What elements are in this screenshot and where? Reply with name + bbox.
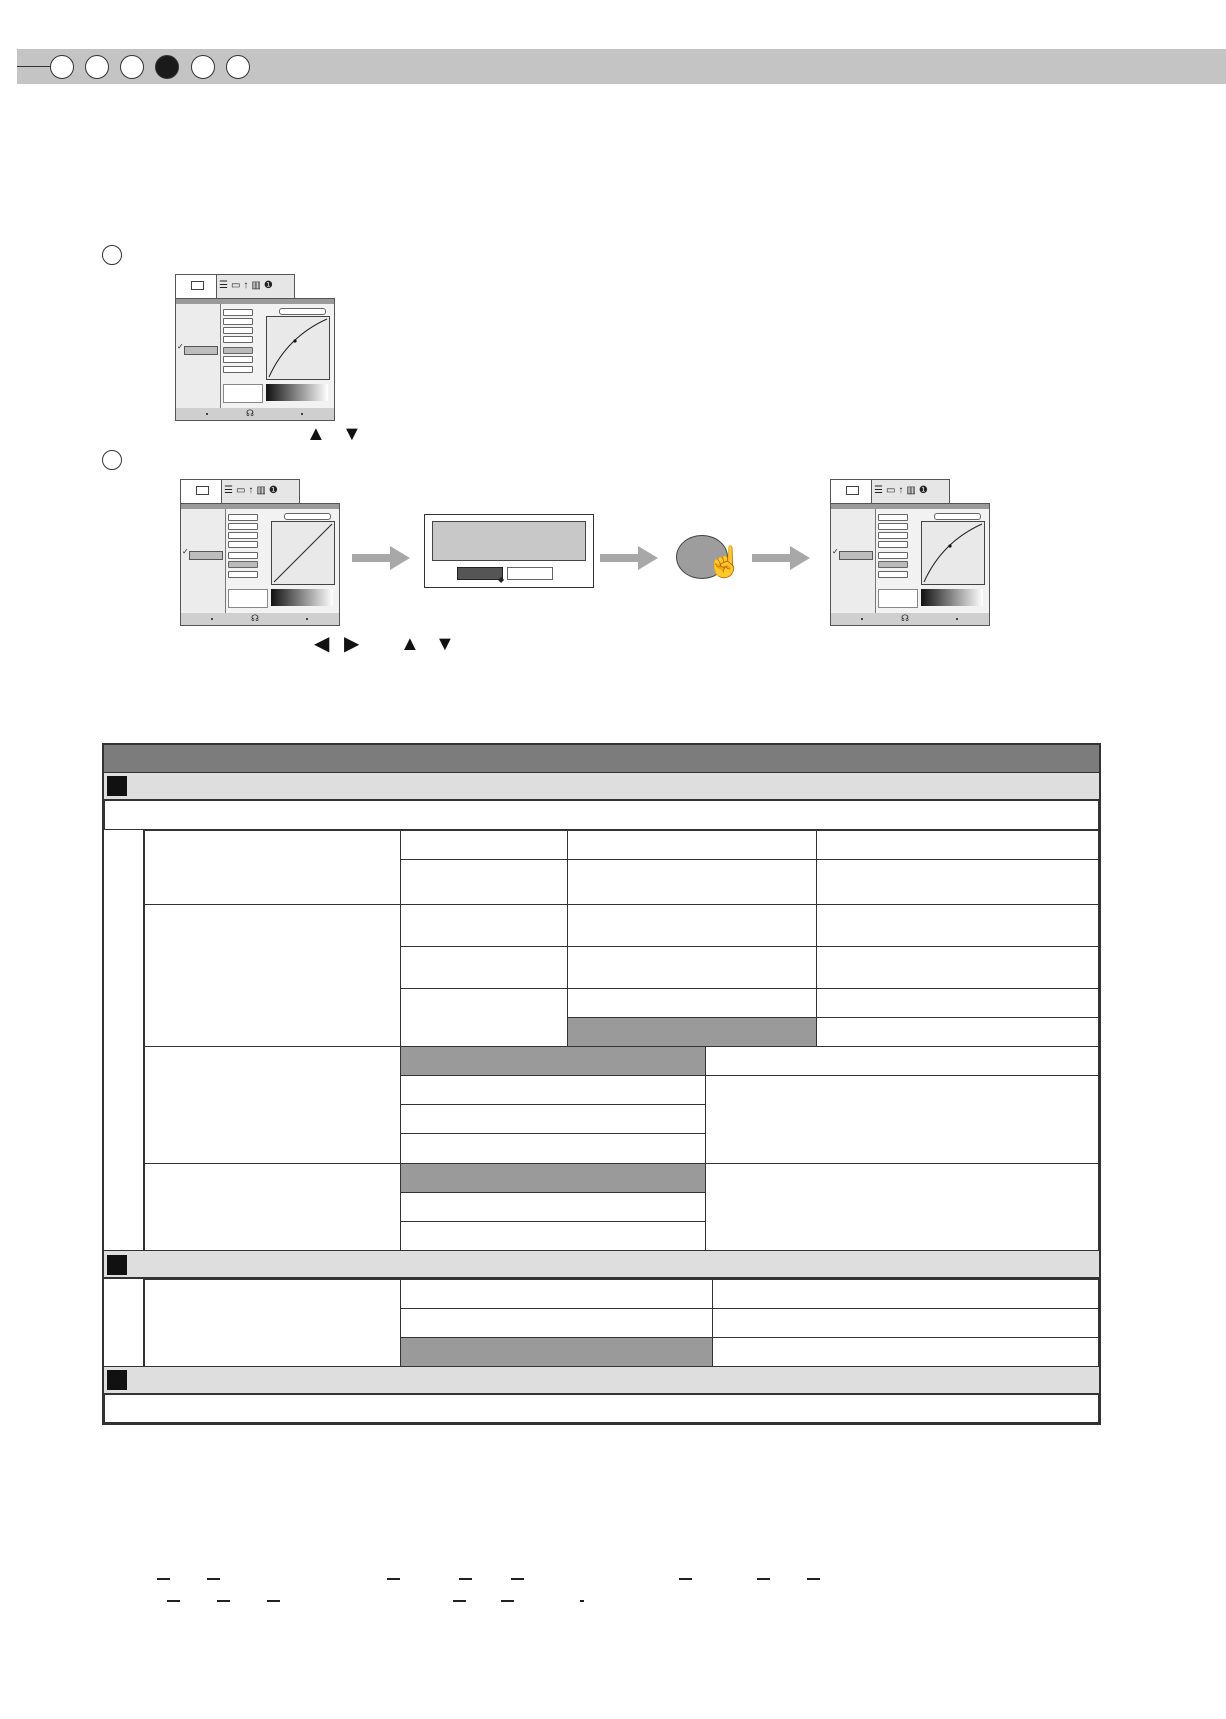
- table-cell: [712, 1308, 1099, 1338]
- picture-tab-icon: [181, 480, 222, 504]
- table-cell: [567, 946, 817, 989]
- section-1-band: [104, 772, 1099, 801]
- table-cell: [712, 1279, 1099, 1309]
- footnote-mark: [580, 1600, 584, 1602]
- table-cell: [400, 1192, 706, 1222]
- menu-tab-icons: ☰▭↑▥❶: [219, 280, 276, 291]
- table-cell: [400, 1279, 713, 1309]
- table-cell: [816, 904, 1099, 947]
- table-cell: [400, 1104, 706, 1134]
- footnote-mark: [459, 1578, 472, 1580]
- table-cell: [567, 830, 817, 860]
- menu-footer: [175, 408, 335, 421]
- footnote-mark: [267, 1600, 280, 1602]
- table-row-label: [144, 1163, 401, 1251]
- footnote-mark: [167, 1600, 180, 1602]
- remote-icon: ☊: [901, 613, 909, 623]
- section-2-marker: [107, 1255, 127, 1275]
- table-cell-default: [400, 1163, 706, 1193]
- footnote-mark: [679, 1578, 692, 1580]
- section-3-description-row: [104, 1394, 1099, 1423]
- table-cell: [400, 1308, 713, 1338]
- footnote-mark: [501, 1600, 514, 1602]
- footnote-mark: [807, 1578, 820, 1580]
- down-triangle-icon: ▼: [342, 423, 362, 445]
- remote-icon: ☊: [251, 613, 259, 623]
- up-triangle-icon: ▲: [400, 633, 420, 655]
- picture-tab-icon: [831, 480, 872, 504]
- table-cell: [400, 1133, 706, 1164]
- confirmation-dialog: [424, 514, 594, 588]
- menu-body: [180, 503, 340, 615]
- step-indicator-2: [85, 55, 109, 79]
- dialog-yes-button[interactable]: [457, 567, 503, 580]
- table-cell: [816, 988, 1099, 1018]
- picture-tab-icon: [176, 275, 217, 299]
- pressing-hand-icon: ☝: [706, 546, 744, 579]
- footnote-mark: [757, 1578, 770, 1580]
- up-triangle-icon: ▲: [306, 423, 326, 445]
- table-cell: [816, 1017, 1099, 1047]
- menu-body: [175, 298, 335, 410]
- table-cell: [567, 904, 817, 947]
- menu-footer: [830, 613, 990, 626]
- table-cell: [400, 904, 568, 947]
- section-3-marker: [107, 1370, 127, 1390]
- menu-tab-bar: [175, 274, 295, 299]
- step-1-marker: [102, 245, 122, 265]
- table-row-label: [144, 904, 401, 1047]
- linear-curve-graph: [271, 521, 335, 585]
- section-1-description-row: [104, 800, 1099, 830]
- grayscale-gradient: [921, 589, 983, 606]
- table-row-label: [144, 1279, 401, 1367]
- table-cell: [567, 988, 817, 1018]
- check-icon: ✓: [177, 342, 184, 351]
- selected-item: [839, 551, 873, 560]
- gamma-menu-screenshot-3: [830, 479, 990, 625]
- table-cell: [400, 1221, 706, 1251]
- table-cell: [400, 859, 568, 905]
- footnote-mark: [157, 1578, 170, 1580]
- menu-body: [830, 503, 990, 615]
- table-cell: [712, 1337, 1099, 1367]
- table-cell: [400, 946, 568, 989]
- step-indicator-1: [50, 55, 74, 79]
- menu-tab-icons: ☰▭↑▥❶: [874, 485, 931, 496]
- gamma-menu-screenshot-1: [175, 274, 335, 420]
- step-indicator-3: [120, 55, 144, 79]
- footnote-mark: [217, 1600, 230, 1602]
- table-cell: [816, 946, 1099, 989]
- table-cell: [816, 859, 1099, 905]
- section-3-band: [104, 1366, 1099, 1395]
- table-cell: [705, 1046, 1099, 1076]
- table-cell: [400, 1075, 706, 1105]
- table-cell-default: [400, 1046, 706, 1076]
- footnote-mark: [453, 1600, 466, 1602]
- gamma-curve-graph: [266, 316, 330, 380]
- step-2-marker: [102, 450, 122, 470]
- dialog-no-button[interactable]: [507, 567, 553, 580]
- table-header: [104, 745, 1099, 774]
- menu-tab-bar: [180, 479, 300, 504]
- step-indicator-6: [226, 55, 250, 79]
- menu-tab-icons: ☰▭↑▥❶: [224, 485, 281, 496]
- step-indicator-5: [191, 55, 215, 79]
- check-icon: ✓: [182, 547, 189, 556]
- left-triangle-icon: ◀: [314, 633, 330, 655]
- footnote-mark: [207, 1578, 220, 1580]
- table-cell-default: [567, 1017, 817, 1047]
- flow-arrow-icon: [752, 546, 810, 570]
- check-icon: ✓: [832, 547, 839, 556]
- table-cell: [816, 830, 1099, 860]
- table-cell: [400, 988, 568, 1047]
- dialog-message-area: [432, 521, 586, 561]
- table-cell: [705, 1163, 1099, 1251]
- right-triangle-icon: ▶: [344, 633, 360, 655]
- gamma-curve-graph: [921, 521, 985, 585]
- section-2-band: [104, 1250, 1099, 1279]
- flow-arrow-icon: [600, 546, 658, 570]
- selected-item: [189, 551, 223, 560]
- menu-footer: [180, 613, 340, 626]
- remote-icon: ☊: [246, 408, 254, 418]
- footnote-mark: [387, 1578, 400, 1580]
- section-1-marker: [107, 776, 127, 796]
- cursor-icon: ◆: [498, 575, 505, 584]
- grayscale-gradient: [266, 384, 328, 401]
- gamma-menu-screenshot-2: [180, 479, 340, 625]
- table-cell-default: [400, 1337, 713, 1367]
- grayscale-gradient: [271, 589, 333, 606]
- menu-tab-bar: [830, 479, 950, 504]
- table-cell: [705, 1075, 1099, 1164]
- table-row-label: [144, 1046, 401, 1164]
- selected-item: [184, 346, 218, 355]
- table-cell: [400, 830, 568, 860]
- footnote-mark: [511, 1578, 524, 1580]
- table-row-label: [144, 830, 401, 905]
- step-indicator-4-active: [155, 55, 179, 79]
- table-cell: [567, 859, 817, 905]
- flow-arrow-icon: [352, 546, 410, 570]
- down-triangle-icon: ▼: [435, 633, 455, 655]
